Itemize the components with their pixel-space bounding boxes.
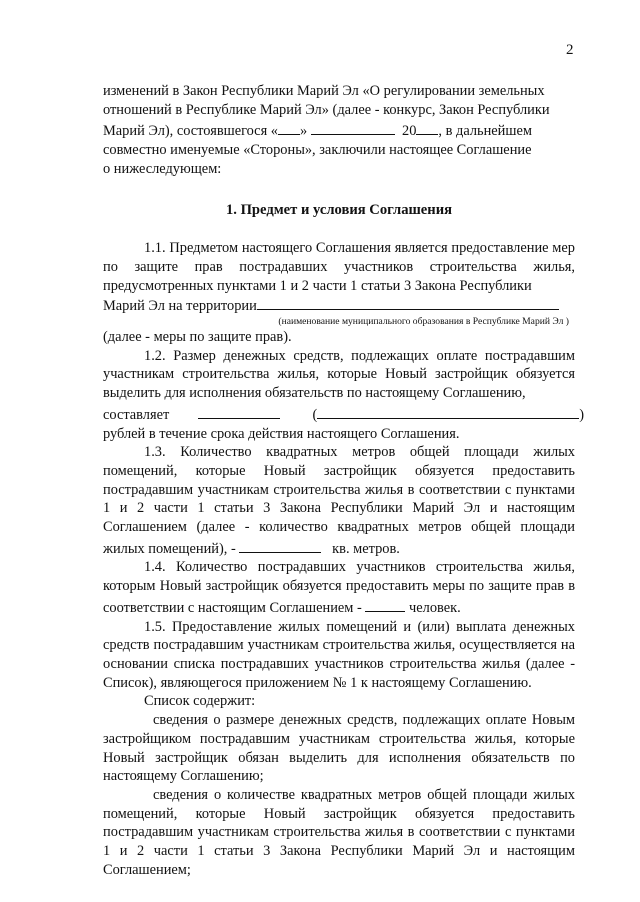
paragraph-1-3-text: 1.3. Количество квадратных метров общей площади жилых помещений, которые Новый застройщик обязуется предоставить пострадавшим участникам строительства жилья в соответствии с пунктами 1 и 2 части 1 статьи 3 Закона Республики Марий Эл и настоящим Соглашением (далее - количество квадратных метров общей площади жилых помещений), - [103, 444, 575, 557]
amount-line [103, 403, 585, 425]
intro-line-3-a: Марий Эл), состоявшегося « [103, 123, 278, 140]
paragraph-1-2-tail: рублей в течение срока действия настоящего Соглашения. [103, 425, 460, 442]
intro-line-3 [103, 119, 575, 141]
amount-label: составляет [103, 406, 170, 423]
year-blank [416, 119, 438, 135]
paragraph-1-1-tail: (далее - меры по защите прав). [103, 329, 292, 346]
list-item-2: сведения о количестве квадратных метров общей площади жилых помещений, которые Новый застройщик обязуется предоставить пострадавшим участникам строительства жилья в соответствии с пунктами 1 и 2 части 1 статьи 3 Закона Республики Марий Эл и настоящим Соглашением; [103, 786, 575, 878]
intro-paragraph [103, 82, 575, 179]
paragraph-1-1: 1.1. Предметом настоящего Соглашения является предоставление мер по защите прав пострадавших участников строительства жилья, предусмотренных пунктами 1 и 2 части 1 статьи 3 Закона Республики [103, 240, 575, 294]
paragraph-1-5: 1.5. Предоставление жилых помещений и (или) выплата денежных средств пострадавшим участникам строительства жилья, осуществляется на основании списка пострадавших участников строительства жилья (далее - Список), являющегося приложением № 1 к настоящему Соглашению. [103, 618, 575, 691]
list-item-1: сведения о размере денежных средств, подлежащих оплате Новым застройщиком пострадавшим участникам строительства жилья, которые Новый застройщик обязан выделить для исполнения обязательств по настоящему Соглашению; [103, 712, 575, 785]
day-blank [278, 119, 300, 135]
intro-line-3-d: , в дальнейшем [438, 123, 532, 140]
territory-caption: (наименование муниципального образования в Республике Марий Эл ) [278, 316, 569, 328]
intro-line-3-b: » [300, 123, 308, 140]
intro-line-5: о нижеследующем: [103, 160, 222, 177]
territory-line [103, 295, 575, 316]
intro-line-2: отношений в Республике Марий Эл» (далее - конкурс, Закон Республики [103, 101, 550, 118]
persons-unit: человек. [409, 599, 461, 616]
amount-number-blank [198, 403, 280, 419]
intro-line-1: изменений в Закон Республики Марий Эл «О регулировании земельных [103, 83, 545, 99]
amount-words-blank [317, 403, 579, 419]
list-contains: Список содержит: [144, 693, 256, 710]
intro-line-4: совместно именуемые «Стороны», заключили настоящее Соглашение [103, 142, 532, 159]
paragraph-1-4-text: 1.4. Количество пострадавших участников строительства жилья, которым Новый застройщик обязуется предоставить меры по защите прав в соответствии с настоящим Соглашением - [103, 559, 575, 616]
amount-close-paren: ) [579, 406, 585, 423]
month-blank [311, 119, 395, 135]
intro-line-3-c: 20 [402, 123, 417, 140]
page-number: 2 [566, 42, 574, 58]
document-body [103, 82, 585, 879]
amount-open-paren: ( [312, 406, 318, 423]
paragraph-1-3 [103, 443, 575, 558]
territory-prefix: Марий Эл на территории [103, 298, 257, 315]
persons-blank [365, 596, 405, 612]
paragraph-1-4 [103, 558, 575, 617]
area-unit: кв. метров. [332, 540, 400, 557]
territory-blank [257, 295, 559, 310]
area-blank [239, 537, 321, 553]
paragraph-1-2: 1.2. Размер денежных средств, подлежащих оплате пострадавшим участникам строительства жилья, которые Новый застройщик обязуется выделить для исполнения обязательств по настоящему Соглашению, [103, 347, 575, 402]
section-title: 1. Предмет и условия Соглашения [225, 201, 453, 218]
